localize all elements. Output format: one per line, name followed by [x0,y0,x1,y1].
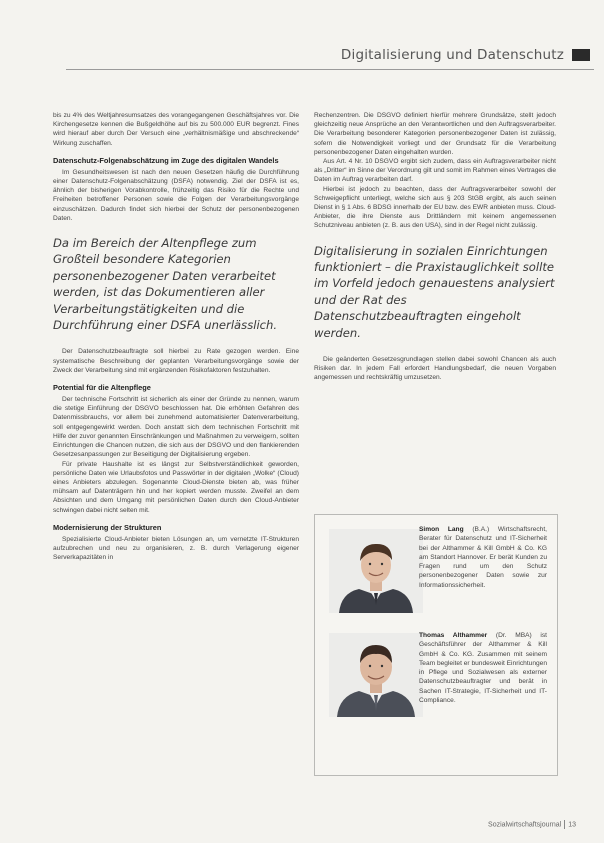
author-description: (B.A.) Wirtschaftsrecht, Berater für Datenschutz und IT-Sicherheit bei der Althammer & Kill GmbH & Co. KG am Standort Hannover. Er berät Kunden zu Fragen rund um den Schutz personenbezogener Daten sowie zur Informationssicherheit. [419,526,548,589]
pull-quote: Digitalisierung in sozialen Einrichtungen funktioniert – die Praxistauglichkeit sollte im Vorfeld jedoch genauestens analysiert und der Rat des Datenschutzbeauftragten eingeholt werden. [314,243,555,340]
pull-quote: Da im Bereich der Altenpflege zum Großteil besondere Kategorien personenbezogener Daten verarbeitet werden, ist das Dokumentieren aller Verarbeitungstätigkeiten und die Durchführung einer DSFA unerlässlich. [53,236,278,333]
paragraph: bis zu 4% des Weltjahresumsatzes des vorangegangenen Geschäftsjahres vor. Die Kirchengesetze kennen die Bußgeldhöhe auf bis zu 500.000 EUR begrenzt. Fines wird hierauf aber durch Der Versuch eine „verhältnismäßige und abschreckende“ Wirkung zuschaffen. [53,112,299,147]
paragraph: Für private Haushalte ist es längst zur Selbstverständlichkeit geworden, persönliche Daten wie Urlaubsfotos und Passwörter in der digitalen „Wolke“ (Cloud) eines Anbieters abzulegen. Sogenannte Cloud-Dienste bieten ab, was früher mühsam auf Datenträgern hin und her kopiert werden musste. Zweifel an dem Absichten und dem Umgang mit persönlichen Daten durch den Cloud-Anbieter schwingen dabei nicht selten mit. [53,460,299,514]
paragraph: Aus Art. 4 Nr. 10 DSGVO ergibt sich zudem, dass ein Auftragsverarbeiter nicht als „Dritter“ im Sinne der Verordnung gilt und somit im Rahmen eines Vertrages die Daten im Auftrag verarbeiten darf. [314,158,556,184]
author-description: (Dr. MBA) ist Geschäftsführer der Althammer & Kill GmbH & Co. KG. Zusammen mit seinem Team begleitet er bundesweit Einrichtungen in Pflege und Sozialwesen als externer Datenschutzbeauftragter und berät in Sachen IT-Strategie, IT-Sicherheit und IT-Compliance. [419,632,547,705]
paragraph: Spezialisierte Cloud-Anbieter bieten Lösungen an, um vernetzte IT-Strukturen aufzubrechen und neu zu organisieren, z. B. durch Verlagerung eigener Serverkapazitäten in [53,535,299,562]
header-divider [66,69,594,70]
left-column [53,111,299,562]
paragraph: Der Datenschutzbeauftragte soll hierbei zu Rate gezogen werden. Eine systematische Beschreibung der geplanten Verarbeitungsvorgänge sowie der Zweck der Verarbeitung sind mit ergänzenden Risikofaktoren festzuhalten. [53,348,299,374]
author-name: Simon Lang [419,526,473,533]
section-marker [572,49,590,61]
author-photo [329,529,423,613]
paragraph: Der technische Fortschritt ist sicherlich als einer der Gründe zu nennen, warum die stetige Einführung der DSGVO beschlossen hat. Die erhöhten Gefahren des Datenmissbrauchs, vor allem bei zunehmend automatisierter Datenverarbeitung, soll entgegengewirkt werden. Doch anstatt sich dem technischen Fortschritt mit Hilfe der zuvor genannten Einschränkungen und Maßnahmen zu verweigern, sollten Einrichtungen die Chancen nutzen, die sich aus der DSGVO und den flankierenden Gesetzesanpassungen zur Beseitigung der Digitalisierung ergeben. [53,396,299,459]
author-photo [329,633,423,717]
footer-divider [564,820,565,829]
author-bio [419,525,547,590]
author-bio [419,631,547,705]
paragraph: Die geänderten Gesetzesgrundlagen stellen dabei sowohl Chancen als auch Risiken dar. In jedem Fall erfordert Handlungsbedarf, die neuen Vorgaben angemessen und rechtskräftig umzusetzen. [314,356,556,382]
author-info-box [314,514,558,776]
paragraph: Hierbei ist jedoch zu beachten, dass der Auftragsverarbeiter sowohl der Schweigepflicht unterliegt, welche sich aus § 203 StGB ergibt, als auch seinen Dienst in § 1 Abs. 6 BDSG innerhalb der EU bzw. des EWR anbieten muss. Cloud-Anbieter, die ihre Dienste aus Drittländern mit keinem angemessenen Schutzniveau anbieten (z. B. aus den USA), sind in der Regel nicht zulässig. [314,185,556,230]
magazine-name: Sozialwirtschaftsjournal [488,821,562,829]
portrait-icon [329,529,423,613]
subheading: Potential für die Altenpflege [53,383,151,393]
page-footer [488,820,576,829]
subheading: Datenschutz-Folgenabschätzung im Zuge des digitalen Wandels [53,155,279,165]
page-number: 13 [568,821,576,829]
portrait-icon [329,633,423,717]
paragraph: Im Gesundheitswesen ist nach den neuen Gesetzen häufig die Durchführung einer Datenschutz-Folgenabschätzung (DSFA) notwendig. Ziel der DSFA ist es, ähnlich der bisherigen Vorabkontrolle, frühzeitig das Risiko für die Rechte und Freiheiten betroffener Personen sowie die Folgen der Verarbeitungsvorgänge einzuschätzen. Dadurch findet sich hierbei der Schutz der personenbezogenen Daten. [53,168,299,222]
subheading: Modernisierung der Strukturen [53,522,162,532]
section-title: Digitalisierung und Datenschutz [340,47,564,63]
paragraph: Rechenzentren. Die DSGVO definiert hierfür mehrere Grundsätze, stellt jedoch gleichzeitig neue Ansprüche an den Verantwortlichen und den Auftragsverarbeiter. Die Verarbeitung besonderer Kategorien personenbezogener Daten ist zulässig, sofern die Notwendigkeit vorliegt und der Grundsatz für die Verarbeitung personenbezogener Daten eingehalten wurden. [314,112,556,156]
right-column [314,111,556,383]
author-name: Thomas Althammer [419,632,496,639]
